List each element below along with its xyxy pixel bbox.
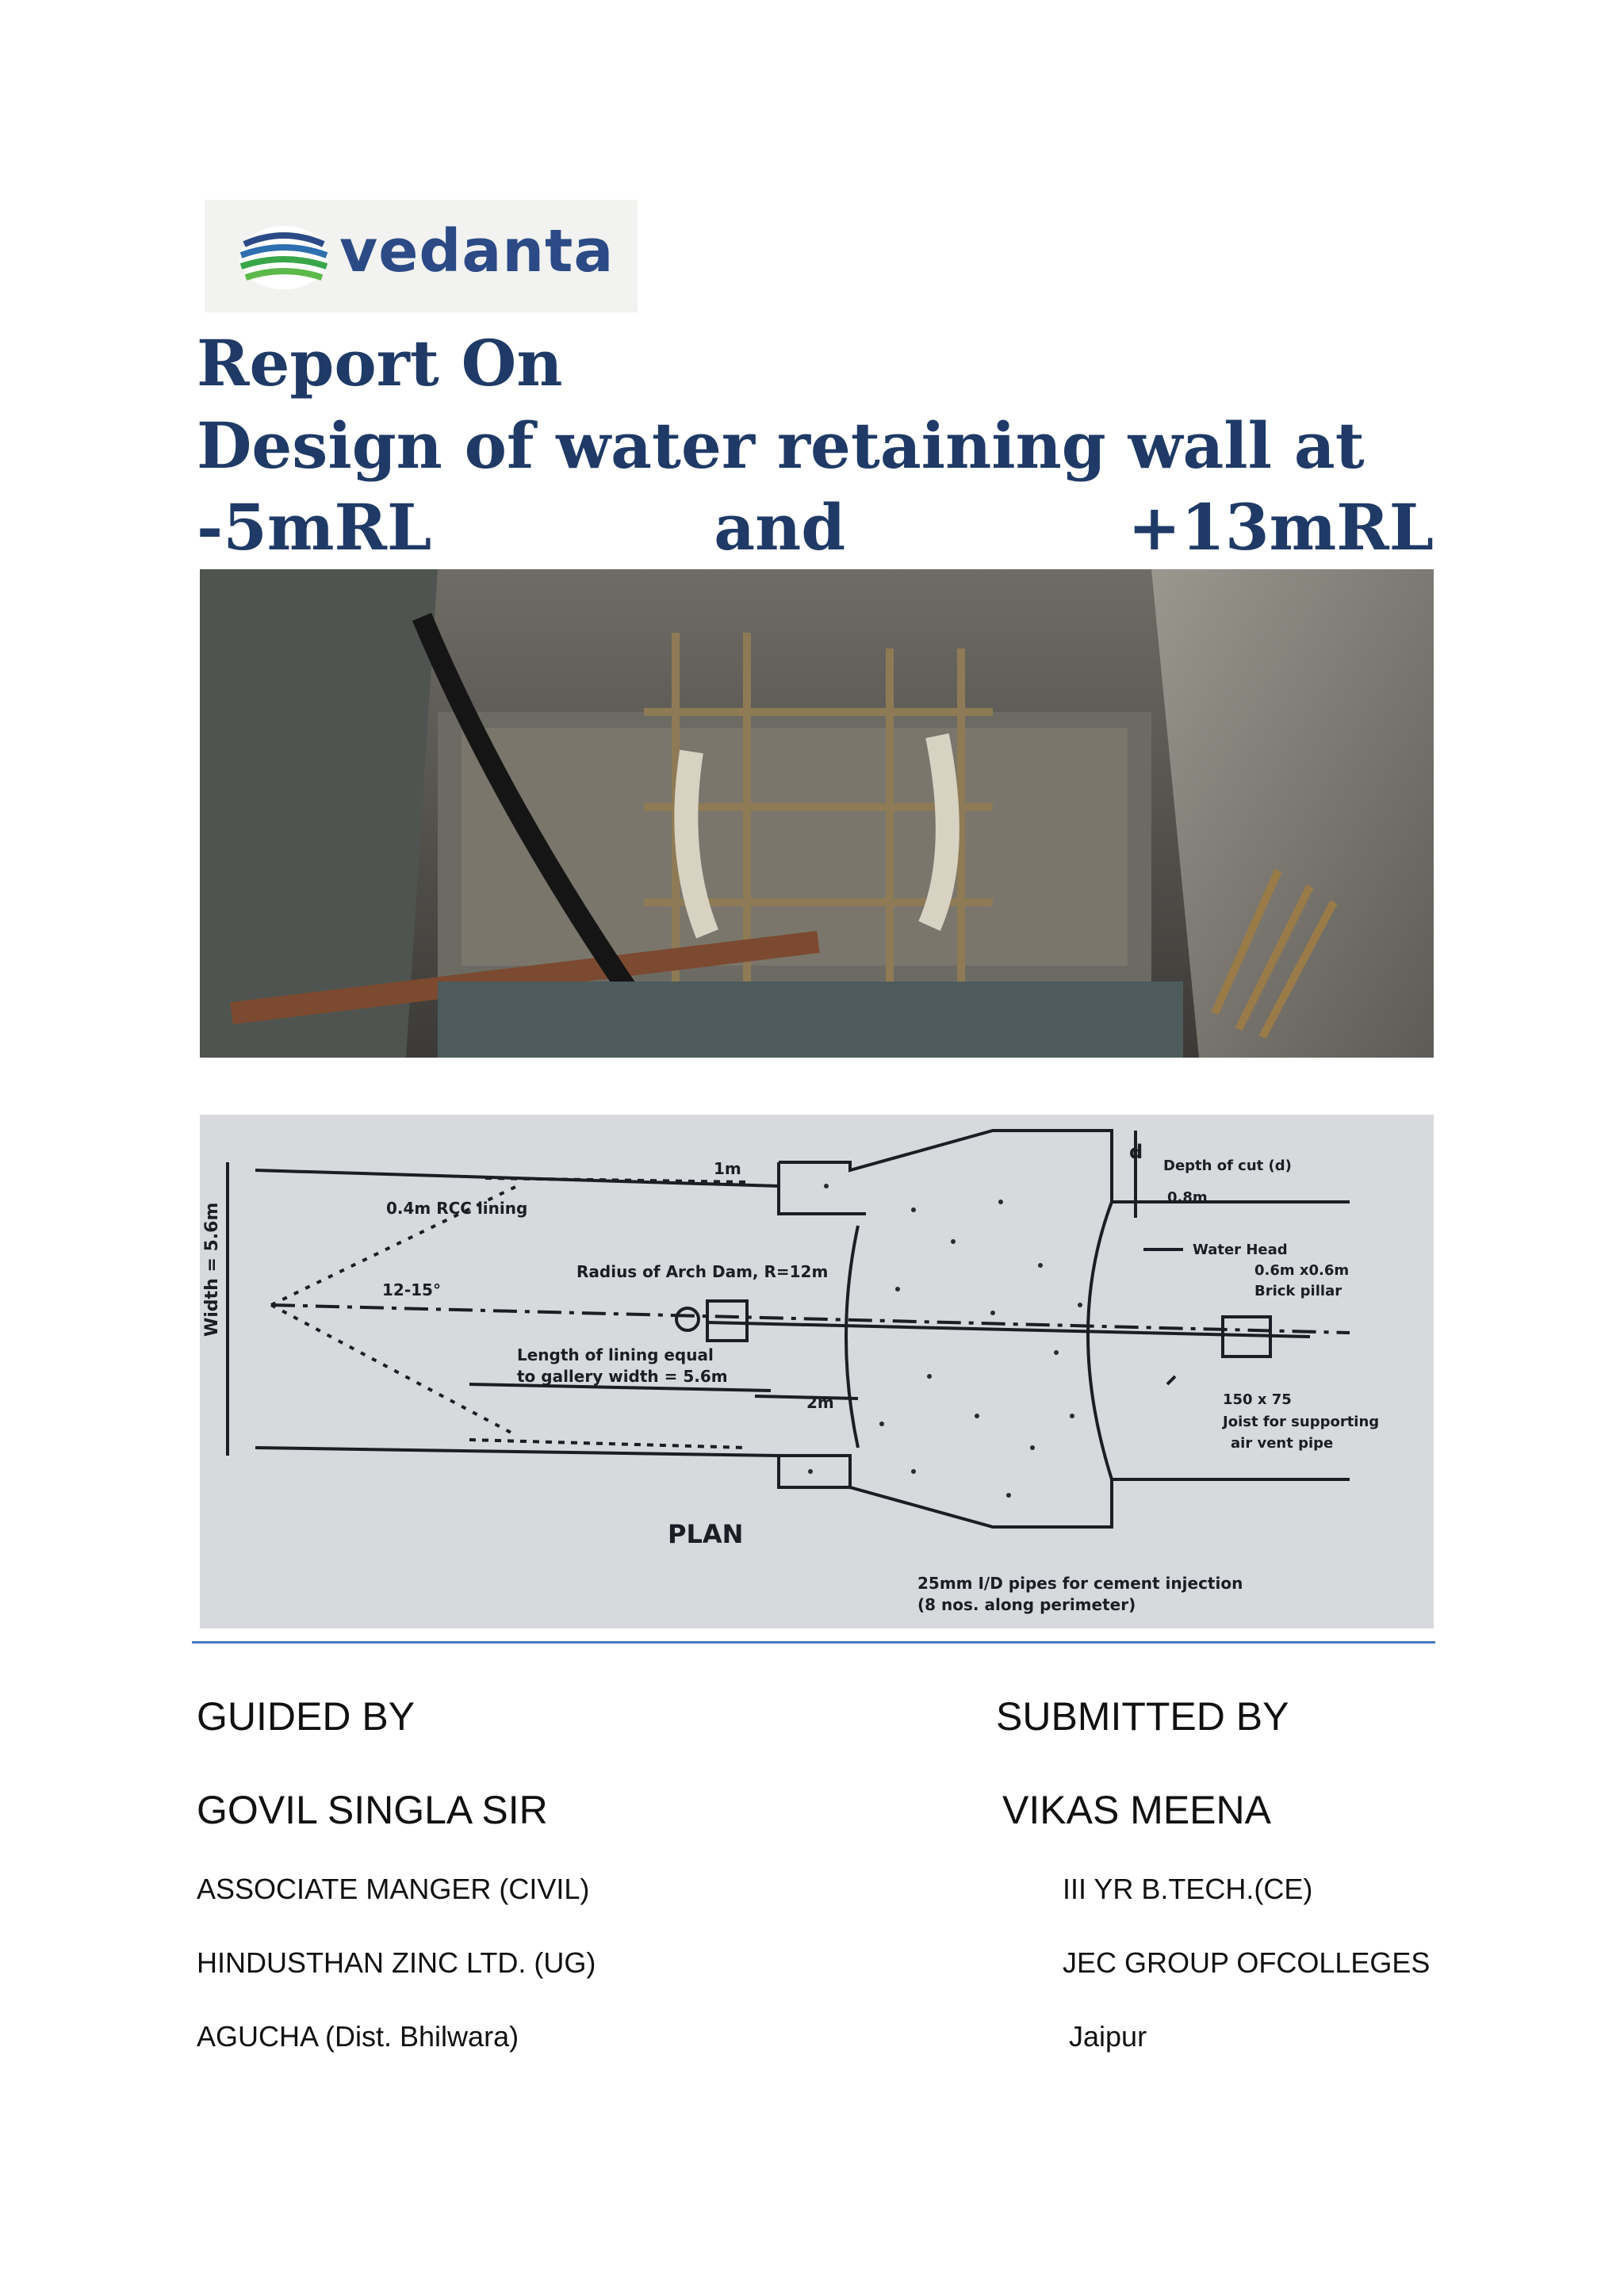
report-title-line-2: Design of water retaining wall at (197, 408, 1365, 483)
plan-angle-label: 12-15° (382, 1280, 441, 1299)
plan-rcc-lining-label: 0.4m RCC lining (386, 1199, 528, 1218)
plan-pipes-label-1: 25mm I/D pipes for cement injection (917, 1574, 1243, 1593)
title-plus-13mrl: +13mRL (1128, 490, 1434, 564)
plan-pipes-label-2: (8 nos. along perimeter) (917, 1595, 1136, 1614)
title-minus-5mrl: -5mRL (197, 490, 432, 564)
plan-depth-of-cut-label: Depth of cut (d) (1163, 1158, 1292, 1174)
plan-1m-label: 1m (714, 1159, 741, 1178)
submitted-by-heading: SUBMITTED BY (996, 1694, 1289, 1739)
section-divider (192, 1641, 1435, 1644)
plan-lining-length-2: to gallery width = 5.6m (517, 1367, 728, 1386)
report-title-line-3 (197, 488, 1434, 567)
student-year: III YR B.TECH.(CE) (1063, 1873, 1313, 1905)
plan-lining-length-1: Length of lining equal (517, 1345, 714, 1364)
guide-location: AGUCHA (Dist. Bhilwara) (197, 2020, 519, 2053)
student-city: Jaipur (1069, 2020, 1147, 2053)
plan-joist-size: 150 x 75 (1223, 1391, 1292, 1408)
plan-brick-pillar-label: Brick pillar (1254, 1283, 1342, 1299)
plan-joist-label-1: Joist for supporting (1223, 1414, 1380, 1430)
plan-0-8m-label: 0.8m (1167, 1189, 1208, 1206)
plan-radius-label: Radius of Arch Dam, R=12m (576, 1262, 829, 1281)
guide-name: GOVIL SINGLA SIR (197, 1788, 548, 1832)
student-college: JEC GROUP OFCOLLEGES (1063, 1946, 1431, 1979)
vedanta-logo (205, 200, 638, 312)
plan-drawing (200, 1115, 1434, 1628)
plan-water-head-label: Water Head (1193, 1242, 1288, 1258)
guide-organization: HINDUSTHAN ZINC LTD. (UG) (197, 1946, 596, 1979)
title-and: and (714, 490, 846, 564)
guided-by-heading: GUIDED BY (197, 1694, 416, 1739)
student-name: VIKAS MEENA (1002, 1788, 1271, 1832)
report-title-line-1: Report On (197, 326, 563, 400)
plan-width-label: Width = 5.6m (202, 1202, 222, 1337)
site-photo (200, 569, 1434, 1058)
vedanta-logo-mark-icon (236, 222, 331, 293)
plan-title: PLAN (668, 1519, 744, 1549)
plan-2m-label: 2m (806, 1393, 834, 1412)
vedanta-logo-text: vedanta (339, 217, 615, 285)
guide-role: ASSOCIATE MANGER (CIVIL) (197, 1873, 590, 1905)
plan-brick-pillar-size: 0.6m x0.6m (1254, 1262, 1350, 1279)
plan-joist-label-2: air vent pipe (1231, 1435, 1334, 1452)
plan-d-label: d (1129, 1141, 1143, 1163)
